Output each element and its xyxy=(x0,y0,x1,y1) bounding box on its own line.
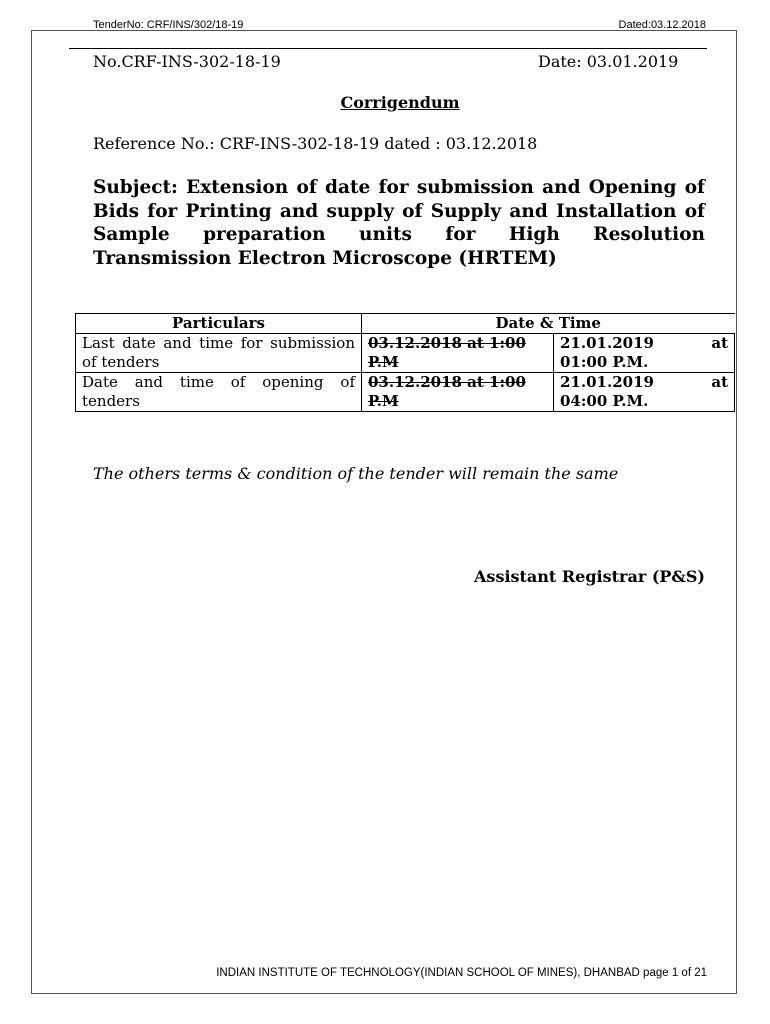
table-cell-new-date: 21.01.2019 at 04:00 P.M. xyxy=(554,373,735,412)
page-footer: INDIAN INSTITUTE OF TECHNOLOGY(INDIAN SCHOOL OF MINES), DHANBAD page 1 of 21 xyxy=(216,967,707,979)
table-row xyxy=(76,373,735,412)
tender-number: TenderNo: CRF/INS/302/18-19 xyxy=(93,19,244,31)
letter-reference-number: No.CRF-INS-302-18-19 xyxy=(93,52,281,71)
table-header-date-time: Date & Time xyxy=(362,314,735,334)
subject-paragraph: Subject: Extension of date for submission and Opening of Bids for Printing and supply of Supply and Installation of Sample preparation units for High Resolution Transmission Electron Microscope (HRTEM) xyxy=(93,177,705,269)
table-cell-particular: Last date and time for submission of tenders xyxy=(76,334,362,373)
header-rule xyxy=(69,48,707,49)
page-border xyxy=(31,30,737,994)
dates-table xyxy=(75,313,735,412)
table-cell-old-date: 03.12.2018 at 1:00 P.M xyxy=(362,373,554,412)
table-row xyxy=(76,334,735,373)
table-cell-old-date: 03.12.2018 at 1:00 P.M xyxy=(362,334,554,373)
signatory: Assistant Registrar (P&S) xyxy=(474,567,705,586)
table-cell-new-date: 21.01.2019 at 01:00 P.M. xyxy=(554,334,735,373)
letter-date: Date: 03.01.2019 xyxy=(538,52,679,71)
page-title: Corrigendum xyxy=(340,93,460,112)
table-cell-particular: Date and time of opening of tenders xyxy=(76,373,362,412)
terms-note: The others terms & condition of the tender will remain the same xyxy=(93,464,619,483)
reference-line: Reference No.: CRF-INS-302-18-19 dated : 03.12.2018 xyxy=(93,134,538,153)
table-header-particulars: Particulars xyxy=(76,314,362,334)
tender-dated: Dated:03.12.2018 xyxy=(618,19,706,31)
table-header-row xyxy=(76,314,735,334)
